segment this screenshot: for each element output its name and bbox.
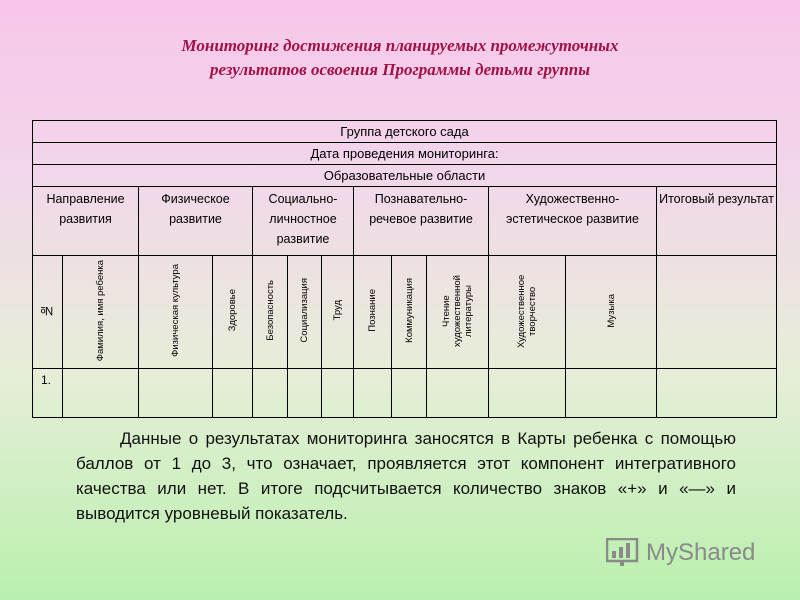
row-1-cell — [253, 369, 288, 418]
row-1-cell — [392, 369, 427, 418]
area-social: Социально-личностное развитие — [253, 187, 354, 256]
watermark-logo — [606, 538, 755, 568]
area-cognitive: Познавательно-речевое развитие — [354, 187, 489, 256]
col-reading: Чтение художественной литературы — [427, 256, 489, 369]
row-1-cell — [63, 369, 139, 418]
row-1-cell — [427, 369, 489, 418]
areas-row: Образовательные области — [33, 165, 777, 187]
row-1-number: 1. — [33, 369, 63, 418]
watermark-text: MyShared — [646, 539, 756, 566]
col-phys-culture: Физическая культура — [139, 256, 213, 369]
row-1-cell — [354, 369, 392, 418]
col-name: Фамилия, имя ребенка — [63, 256, 139, 369]
monitoring-table — [32, 120, 777, 418]
col-art-creativity: Художественное творчество — [489, 256, 566, 369]
chart-logo-icon — [606, 538, 640, 568]
area-physical: Физическое развитие — [139, 187, 253, 256]
area-artistic: Художественно-эстетическое развитие — [489, 187, 657, 256]
col-cognition: Познание — [354, 256, 392, 369]
row-1-cell — [213, 369, 253, 418]
title-line-1: Мониторинг достижения планируемых промежуточных — [181, 36, 619, 55]
col-safety: Безопасность — [253, 256, 288, 369]
area-direction: Направление развития — [33, 187, 139, 256]
row-1-cell — [489, 369, 566, 418]
col-result-blank — [657, 256, 777, 369]
row-1-cell — [139, 369, 213, 418]
row-1-cell — [566, 369, 657, 418]
group-row: Группа детского сада — [33, 121, 777, 143]
row-1-cell — [657, 369, 777, 418]
col-number: № — [33, 256, 63, 369]
col-socialization: Социализация — [288, 256, 322, 369]
col-music: Музыка — [566, 256, 657, 369]
area-result: Итоговый результат — [657, 187, 777, 256]
row-1-cell — [322, 369, 354, 418]
paragraph-text: Данные о результатах мониторинга заносятся в Карты ребенка с помощью баллов от 1 до 3, что означает, проявляется этот компонент интегративного качества или нет. В итоге подсчитывается количество знаков «+» и «—» и выводится уровневый показатель. — [76, 429, 736, 523]
col-labor: Труд — [322, 256, 354, 369]
title-line-2: результатов освоения Программы детьми группы — [209, 60, 591, 79]
date-row: Дата проведения мониторинга: — [33, 143, 777, 165]
body-paragraph — [76, 426, 736, 526]
row-1-cell — [288, 369, 322, 418]
col-health: Здоровье — [213, 256, 253, 369]
col-communication: Коммуникация — [392, 256, 427, 369]
slide-title — [0, 34, 800, 82]
